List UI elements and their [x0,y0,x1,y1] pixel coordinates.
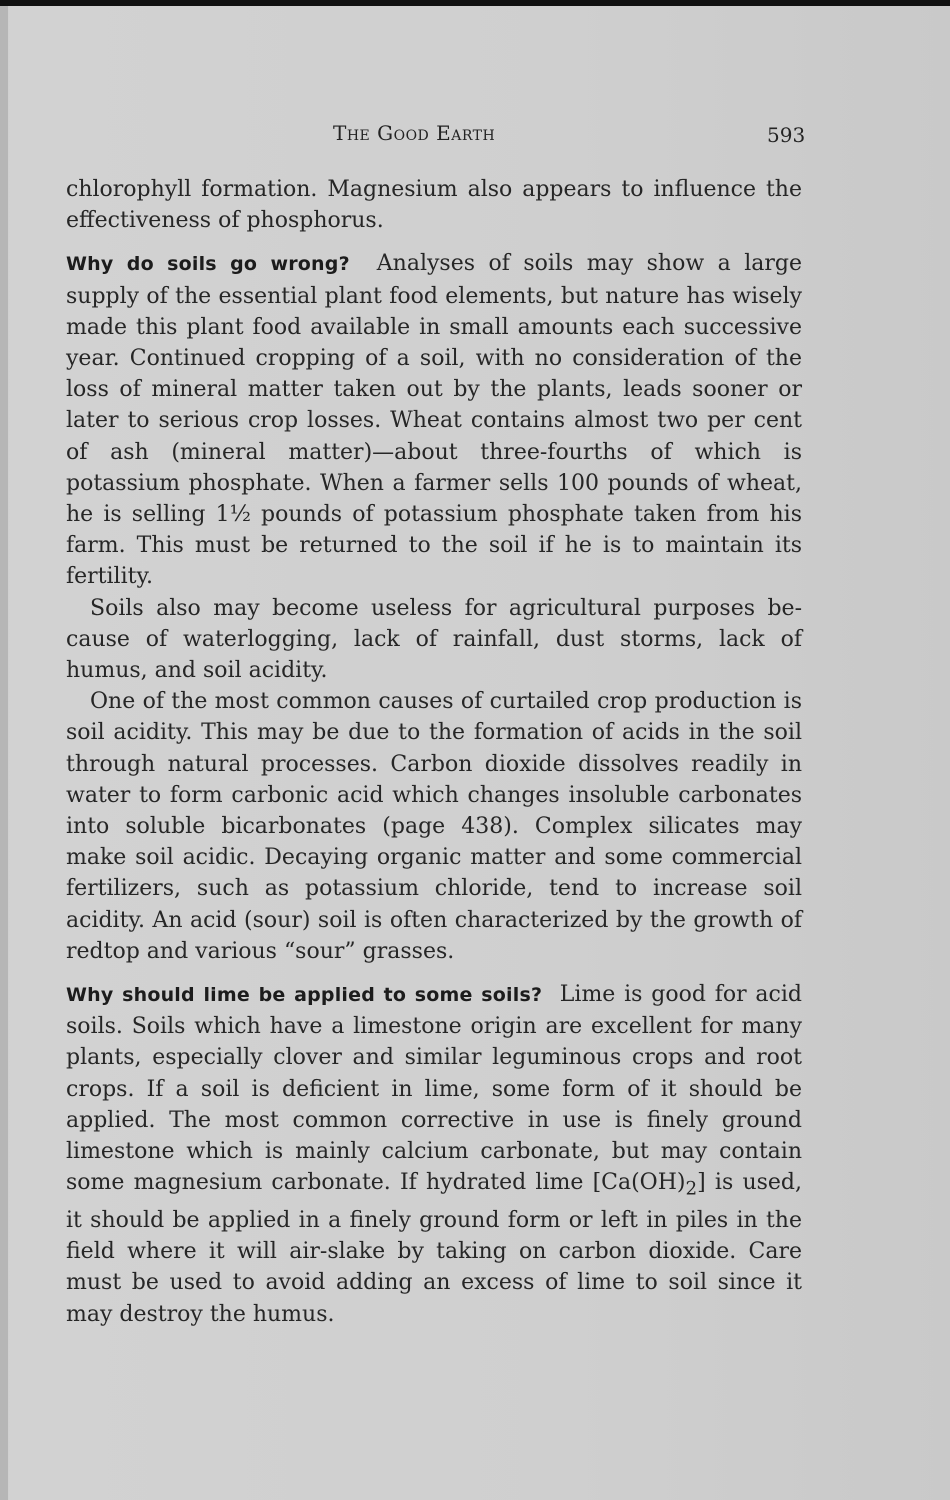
paragraph-text: ] is used, it should be applied in a finely ground form or left in piles in the field where it will air-slake by taking on carbon dioxide. Care must be used to avoid adding an excess of lime to soil since it may destroy the humus. [66,1170,802,1327]
paragraph-text: One of the most common causes of curtailed crop production is soil acidity. This may be due to the formation of acids in the soil through natural processes. Carbon dioxide dissolves readily in water to form carbonic acid which changes insoluble carbonates into soluble bicarbonates (page 438). Complex silicates may make soil acidic. Decaying organic matter and some commercial fertilizers, such as potassium chloride, tend to increase soil acidity. An acid (sour) soil is often characterized by the growth of redtop and various “sour” grasses. [66,689,802,964]
paragraph-soils-go-wrong [66,248,802,592]
paragraph-continuation [66,174,802,236]
paragraph-useless-soils [66,593,802,687]
paragraph-lime [66,979,802,1330]
section-question-heading: Why should lime be applied to some soils? [66,984,543,1007]
body-text [66,174,802,1330]
running-head [0,119,950,149]
paragraph-text: Lime is good for acid soils. Soils which have a limestone origin are excellent for many plants, especially clover and similar leguminous crops and root crops. If a soil is deficient in lime, some form of it should be applied. The most common corrective in use is finely ground limestone which is mainly calcium carbonate, but may contain some magnesium carbonate. If hydrated lime [Ca(OH) [66,982,802,1196]
paragraph-soil-acidity [66,686,802,967]
book-page [0,6,950,1500]
section-question-heading: Why do soils go wrong? [66,253,350,276]
page-edge-shadow [0,6,8,1500]
running-title: The Good Earth [333,121,496,145]
paragraph-text: Soils also may become useless for agricultural purposes because of waterlogging, lack of rainfall, dust storms, lack of humus, and soil acidity. [66,595,802,684]
page-number: 593 [767,123,806,147]
paragraph-text: chlorophyll formation. Magnesium also appears to influence the effectiveness of phosphorus. [66,177,802,234]
chemical-subscript: 2 [685,1178,698,1200]
paragraph-text: Analyses of soils may show a large supply of the essential plant food elements, but nature has wisely made this plant food available in small amounts each successive year. Continued cropping of a soil, with no consideration of the loss of mineral matter taken out by the plants, leads sooner or later to serious crop losses. Wheat contains almost two per cent of ash (mineral matter)—about three-fourths of which is potassium phosphate. When a farmer sells 100 pounds of wheat, he is selling 1½ pounds of potassium phosphate taken from his farm. This must be returned to the soil if he is to maintain its fertility. [66,251,803,590]
